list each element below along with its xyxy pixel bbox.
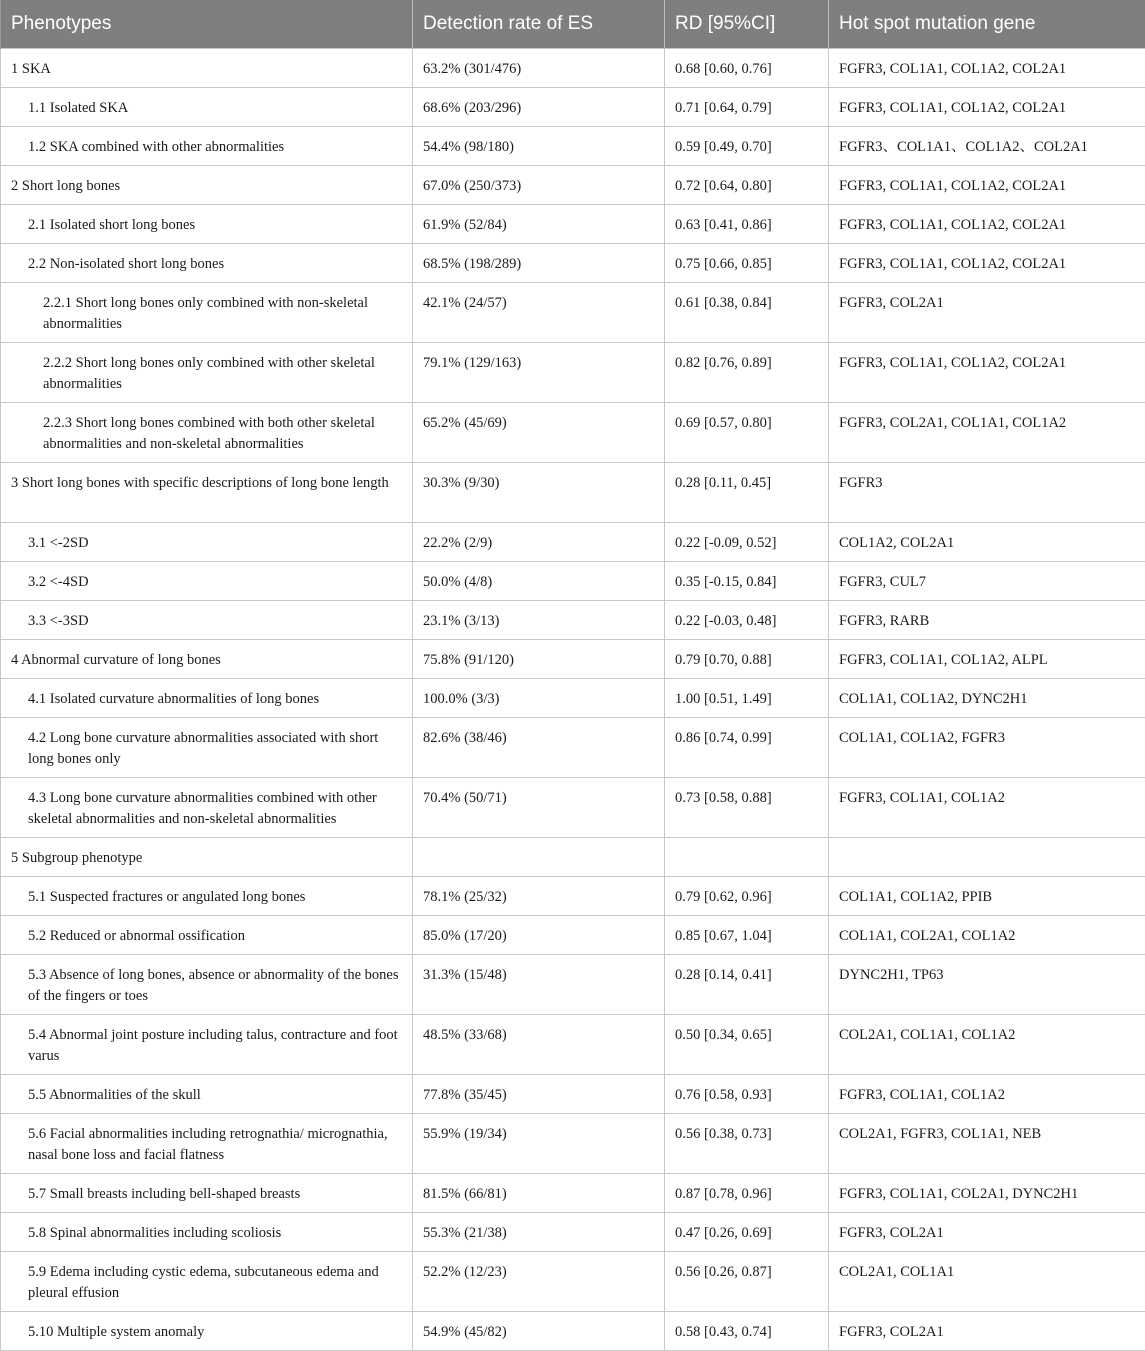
table-row	[1, 916, 1145, 955]
detection-rate-cell: 81.5% (66/81)	[413, 1174, 665, 1213]
hot-spot-genes-cell: COL2A1, COL1A1, COL1A2	[829, 1015, 1145, 1075]
rd-ci-cell: 0.61 [0.38, 0.84]	[665, 283, 829, 343]
detection-rate-cell: 30.3% (9/30)	[413, 463, 665, 523]
hot-spot-genes-cell: FGFR3, COL1A1, COL1A2	[829, 778, 1145, 838]
table-row	[1, 1174, 1145, 1213]
header-row	[1, 0, 1145, 49]
phenotype-cell: 5.3 Absence of long bones, absence or abnormality of the bones of the fingers or toes	[1, 955, 413, 1015]
detection-rate-cell: 22.2% (2/9)	[413, 523, 665, 562]
table-row	[1, 838, 1145, 877]
phenotype-cell: 5.8 Spinal abnormalities including scoliosis	[1, 1213, 413, 1252]
detection-rate-cell: 50.0% (4/8)	[413, 562, 665, 601]
phenotype-cell: 1 SKA	[1, 49, 413, 88]
detection-rate-cell: 78.1% (25/32)	[413, 877, 665, 916]
phenotype-cell: 5.5 Abnormalities of the skull	[1, 1075, 413, 1114]
hot-spot-genes-cell	[829, 838, 1145, 877]
phenotype-cell: 5.7 Small breasts including bell-shaped breasts	[1, 1174, 413, 1213]
hot-spot-genes-cell: FGFR3, COL1A1, COL1A2, COL2A1	[829, 205, 1145, 244]
rd-ci-cell: 0.47 [0.26, 0.69]	[665, 1213, 829, 1252]
rd-ci-cell: 0.79 [0.70, 0.88]	[665, 640, 829, 679]
detection-rate-cell: 70.4% (50/71)	[413, 778, 665, 838]
detection-rate-cell: 55.9% (19/34)	[413, 1114, 665, 1174]
rd-ci-cell: 0.86 [0.74, 0.99]	[665, 718, 829, 778]
hot-spot-genes-cell: COL1A2, COL2A1	[829, 523, 1145, 562]
hot-spot-genes-cell: COL1A1, COL1A2, PPIB	[829, 877, 1145, 916]
phenotype-cell: 2 Short long bones	[1, 166, 413, 205]
phenotype-cell: 5.2 Reduced or abnormal ossification	[1, 916, 413, 955]
hot-spot-genes-cell: DYNC2H1, TP63	[829, 955, 1145, 1015]
phenotype-cell: 2.2 Non-isolated short long bones	[1, 244, 413, 283]
rd-ci-cell: 0.72 [0.64, 0.80]	[665, 166, 829, 205]
table-row	[1, 778, 1145, 838]
hot-spot-genes-cell: FGFR3、COL1A1、COL1A2、COL2A1	[829, 127, 1145, 166]
rd-ci-cell: 0.63 [0.41, 0.86]	[665, 205, 829, 244]
table-row	[1, 127, 1145, 166]
detection-rate-cell: 67.0% (250/373)	[413, 166, 665, 205]
table-row	[1, 562, 1145, 601]
rd-ci-cell	[665, 838, 829, 877]
detection-rate-cell: 85.0% (17/20)	[413, 916, 665, 955]
rd-ci-cell: 0.75 [0.66, 0.85]	[665, 244, 829, 283]
phenotype-cell: 3.2 <-4SD	[1, 562, 413, 601]
phenotype-cell: 3 Short long bones with specific descriptions of long bone length	[1, 463, 413, 523]
rd-ci-cell: 0.56 [0.38, 0.73]	[665, 1114, 829, 1174]
hot-spot-genes-cell: FGFR3, COL1A1, COL1A2, COL2A1	[829, 343, 1145, 403]
hot-spot-genes-cell: COL1A1, COL1A2, FGFR3	[829, 718, 1145, 778]
hot-spot-genes-cell: FGFR3, COL2A1	[829, 283, 1145, 343]
detection-rate-cell: 61.9% (52/84)	[413, 205, 665, 244]
rd-ci-cell: 0.73 [0.58, 0.88]	[665, 778, 829, 838]
hot-spot-genes-cell: FGFR3, COL2A1	[829, 1213, 1145, 1252]
table-row	[1, 1213, 1145, 1252]
detection-rate-cell	[413, 838, 665, 877]
rd-ci-cell: 0.28 [0.14, 0.41]	[665, 955, 829, 1015]
detection-rate-cell: 65.2% (45/69)	[413, 403, 665, 463]
phenotype-cell: 2.1 Isolated short long bones	[1, 205, 413, 244]
table-row	[1, 1114, 1145, 1174]
phenotype-cell: 4 Abnormal curvature of long bones	[1, 640, 413, 679]
rd-ci-cell: 1.00 [0.51, 1.49]	[665, 679, 829, 718]
table-row	[1, 1075, 1145, 1114]
table-header	[1, 0, 1145, 49]
hot-spot-genes-cell: FGFR3, COL1A1, COL2A1, DYNC2H1	[829, 1174, 1145, 1213]
phenotype-cell: 5.4 Abnormal joint posture including talus, contracture and foot varus	[1, 1015, 413, 1075]
table-row	[1, 1252, 1145, 1312]
phenotype-cell: 1.2 SKA combined with other abnormalities	[1, 127, 413, 166]
detection-rate-cell: 75.8% (91/120)	[413, 640, 665, 679]
header-hot-spot-genes: Hot spot mutation gene	[829, 0, 1145, 49]
table-row	[1, 877, 1145, 916]
rd-ci-cell: 0.69 [0.57, 0.80]	[665, 403, 829, 463]
table-row	[1, 1015, 1145, 1075]
rd-ci-cell: 0.58 [0.43, 0.74]	[665, 1312, 829, 1351]
detection-rate-cell: 63.2% (301/476)	[413, 49, 665, 88]
detection-rate-cell: 68.6% (203/296)	[413, 88, 665, 127]
detection-rate-cell: 77.8% (35/45)	[413, 1075, 665, 1114]
table-row	[1, 166, 1145, 205]
table-row	[1, 403, 1145, 463]
rd-ci-cell: 0.50 [0.34, 0.65]	[665, 1015, 829, 1075]
detection-rate-cell: 82.6% (38/46)	[413, 718, 665, 778]
detection-rate-cell: 68.5% (198/289)	[413, 244, 665, 283]
rd-ci-cell: 0.35 [-0.15, 0.84]	[665, 562, 829, 601]
phenotype-cell: 5 Subgroup phenotype	[1, 838, 413, 877]
rd-ci-cell: 0.71 [0.64, 0.79]	[665, 88, 829, 127]
detection-rate-cell: 79.1% (129/163)	[413, 343, 665, 403]
hot-spot-genes-cell: COL2A1, COL1A1	[829, 1252, 1145, 1312]
hot-spot-genes-cell: COL1A1, COL2A1, COL1A2	[829, 916, 1145, 955]
phenotype-cell: 3.1 <-2SD	[1, 523, 413, 562]
rd-ci-cell: 0.59 [0.49, 0.70]	[665, 127, 829, 166]
table-row	[1, 1312, 1145, 1351]
table-body	[1, 49, 1145, 1351]
detection-rate-cell: 42.1% (24/57)	[413, 283, 665, 343]
phenotype-cell: 2.2.2 Short long bones only combined with other skeletal abnormalities	[1, 343, 413, 403]
table-row	[1, 640, 1145, 679]
rd-ci-cell: 0.87 [0.78, 0.96]	[665, 1174, 829, 1213]
phenotype-cell: 4.1 Isolated curvature abnormalities of long bones	[1, 679, 413, 718]
phenotype-cell: 5.9 Edema including cystic edema, subcutaneous edema and pleural effusion	[1, 1252, 413, 1312]
phenotype-cell: 3.3 <-3SD	[1, 601, 413, 640]
hot-spot-genes-cell: FGFR3, COL1A1, COL1A2, COL2A1	[829, 166, 1145, 205]
hot-spot-genes-cell: FGFR3, COL1A1, COL1A2, COL2A1	[829, 244, 1145, 283]
rd-ci-cell: 0.56 [0.26, 0.87]	[665, 1252, 829, 1312]
rd-ci-cell: 0.68 [0.60, 0.76]	[665, 49, 829, 88]
phenotype-cell: 4.3 Long bone curvature abnormalities combined with other skeletal abnormalities and non-skeletal abnormalities	[1, 778, 413, 838]
table-row	[1, 49, 1145, 88]
detection-rate-cell: 52.2% (12/23)	[413, 1252, 665, 1312]
table-row	[1, 244, 1145, 283]
rd-ci-cell: 0.28 [0.11, 0.45]	[665, 463, 829, 523]
phenotype-cell: 2.2.3 Short long bones combined with both other skeletal abnormalities and non-skeletal abnormalities	[1, 403, 413, 463]
detection-rate-cell: 54.4% (98/180)	[413, 127, 665, 166]
table-row	[1, 718, 1145, 778]
hot-spot-genes-cell: FGFR3, COL1A1, COL1A2	[829, 1075, 1145, 1114]
rd-ci-cell: 0.82 [0.76, 0.89]	[665, 343, 829, 403]
header-detection-rate: Detection rate of ES	[413, 0, 665, 49]
rd-ci-cell: 0.22 [-0.09, 0.52]	[665, 523, 829, 562]
detection-rate-cell: 54.9% (45/82)	[413, 1312, 665, 1351]
detection-rate-cell: 55.3% (21/38)	[413, 1213, 665, 1252]
hot-spot-genes-cell: FGFR3, CUL7	[829, 562, 1145, 601]
table-row	[1, 955, 1145, 1015]
rd-ci-cell: 0.79 [0.62, 0.96]	[665, 877, 829, 916]
detection-rate-cell: 48.5% (33/68)	[413, 1015, 665, 1075]
rd-ci-cell: 0.22 [-0.03, 0.48]	[665, 601, 829, 640]
table-row	[1, 343, 1145, 403]
hot-spot-genes-cell: FGFR3, COL1A1, COL1A2, COL2A1	[829, 49, 1145, 88]
table-row	[1, 523, 1145, 562]
header-phenotypes: Phenotypes	[1, 0, 413, 49]
phenotype-cell: 5.10 Multiple system anomaly	[1, 1312, 413, 1351]
table-row	[1, 679, 1145, 718]
detection-rate-cell: 31.3% (15/48)	[413, 955, 665, 1015]
rd-ci-cell: 0.85 [0.67, 1.04]	[665, 916, 829, 955]
phenotype-cell: 2.2.1 Short long bones only combined with non-skeletal abnormalities	[1, 283, 413, 343]
hot-spot-genes-cell: FGFR3, RARB	[829, 601, 1145, 640]
hot-spot-genes-cell: FGFR3, COL1A1, COL1A2, ALPL	[829, 640, 1145, 679]
hot-spot-genes-cell: FGFR3	[829, 463, 1145, 523]
rd-ci-cell: 0.76 [0.58, 0.93]	[665, 1075, 829, 1114]
detection-rate-cell: 23.1% (3/13)	[413, 601, 665, 640]
table-row	[1, 601, 1145, 640]
hot-spot-genes-cell: FGFR3, COL2A1, COL1A1, COL1A2	[829, 403, 1145, 463]
hot-spot-genes-cell: FGFR3, COL2A1	[829, 1312, 1145, 1351]
table-row	[1, 283, 1145, 343]
phenotype-cell: 5.6 Facial abnormalities including retrognathia/ micrognathia, nasal bone loss and facial flatness	[1, 1114, 413, 1174]
phenotype-cell: 5.1 Suspected fractures or angulated long bones	[1, 877, 413, 916]
table-row	[1, 463, 1145, 523]
detection-rate-cell: 100.0% (3/3)	[413, 679, 665, 718]
phenotype-cell: 1.1 Isolated SKA	[1, 88, 413, 127]
phenotype-cell: 4.2 Long bone curvature abnormalities associated with short long bones only	[1, 718, 413, 778]
table-row	[1, 88, 1145, 127]
hot-spot-genes-cell: FGFR3, COL1A1, COL1A2, COL2A1	[829, 88, 1145, 127]
hot-spot-genes-cell: COL1A1, COL1A2, DYNC2H1	[829, 679, 1145, 718]
header-rd-ci: RD [95%CI]	[665, 0, 829, 49]
hot-spot-genes-cell: COL2A1, FGFR3, COL1A1, NEB	[829, 1114, 1145, 1174]
table-row	[1, 205, 1145, 244]
